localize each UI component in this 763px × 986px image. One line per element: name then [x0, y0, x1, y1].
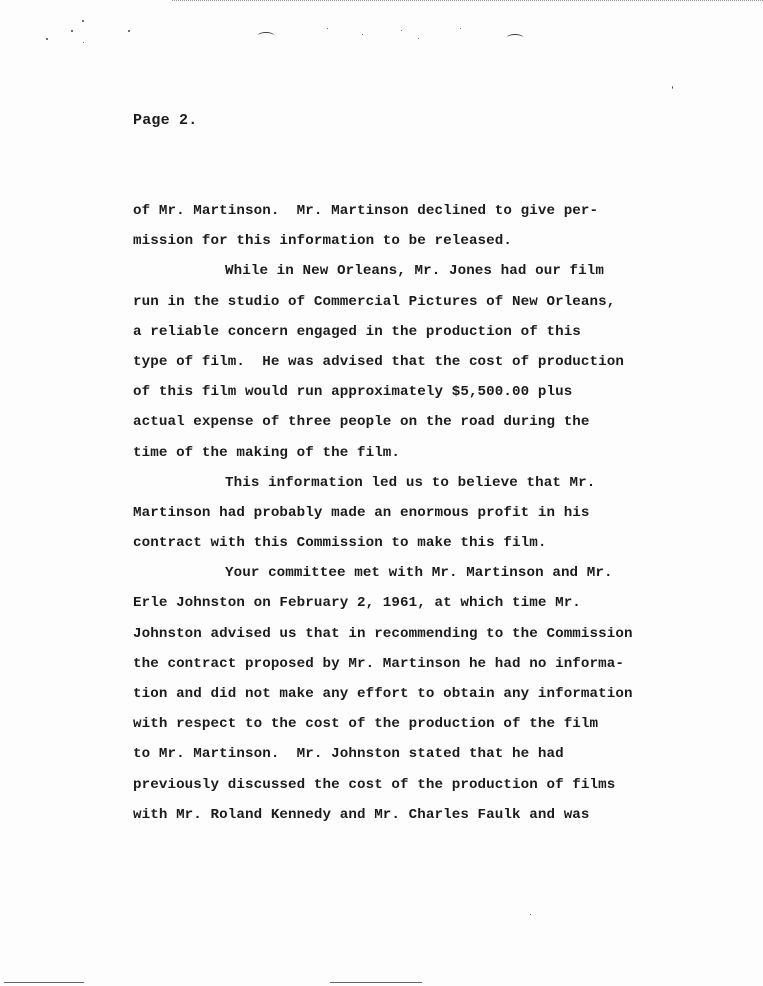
scan-speck — [460, 28, 461, 29]
text-line: Your committee met with Mr. Martinson and Mr. — [225, 565, 613, 582]
text-line: tion and did not make any effort to obtain any information — [133, 686, 633, 702]
text-line: of Mr. Martinson. Mr. Martinson declined to give per- — [133, 203, 599, 219]
document-body — [133, 196, 693, 830]
scan-speck — [327, 28, 328, 29]
scan-speck — [128, 30, 130, 32]
text-line: a reliable concern engaged in the production of this — [133, 323, 581, 340]
text-line: Martinson had probably made an enormous profit in his — [133, 504, 590, 521]
scan-speck — [82, 20, 84, 22]
text-line: to Mr. Martinson. Mr. Johnston stated that he had — [133, 746, 564, 763]
text-line: time of the making of the film. — [133, 444, 401, 461]
text-line: This information led us to believe that Mr. — [225, 474, 596, 491]
text-line: the contract proposed by Mr. Martinson he had no informa- — [133, 655, 624, 672]
scan-edge-line — [4, 982, 84, 983]
scan-speck — [418, 38, 419, 39]
scan-speck — [530, 914, 531, 915]
text-line: of this film would run approximately $5,500.00 plus — [133, 384, 573, 401]
scan-speck — [46, 38, 48, 40]
scan-speck — [362, 34, 363, 35]
text-line: mission for this information to be released. — [133, 233, 513, 250]
text-line: type of film. He was advised that the cost of production — [133, 353, 624, 370]
scan-edge-line — [330, 982, 422, 983]
scan-speck — [401, 30, 402, 31]
scan-speck — [672, 86, 673, 89]
text-line: previously discussed the cost of the production of films — [133, 776, 616, 793]
scan-edge-dots — [172, 0, 763, 1]
text-line: Johnston advised us that in recommending to the Commission — [133, 625, 633, 642]
text-line: run in the studio of Commercial Pictures of New Orleans, — [133, 293, 616, 310]
text-line: While in New Orleans, Mr. Jones had our film — [225, 263, 605, 280]
text-line: contract with this Commission to make this film. — [133, 535, 547, 552]
text-line: Erle Johnston on February 2, 1961, at which time Mr. — [133, 595, 581, 612]
scan-mark — [258, 32, 274, 39]
page-number-label: Page 2. — [133, 112, 198, 129]
scan-speck — [83, 42, 84, 43]
text-line: with Mr. Roland Kennedy and Mr. Charles Faulk and was — [133, 806, 590, 823]
scan-mark — [507, 34, 523, 41]
text-line: with respect to the cost of the production of the film — [133, 716, 599, 733]
scan-speck — [71, 30, 73, 32]
text-line: actual expense of three people on the road during the — [133, 414, 590, 431]
